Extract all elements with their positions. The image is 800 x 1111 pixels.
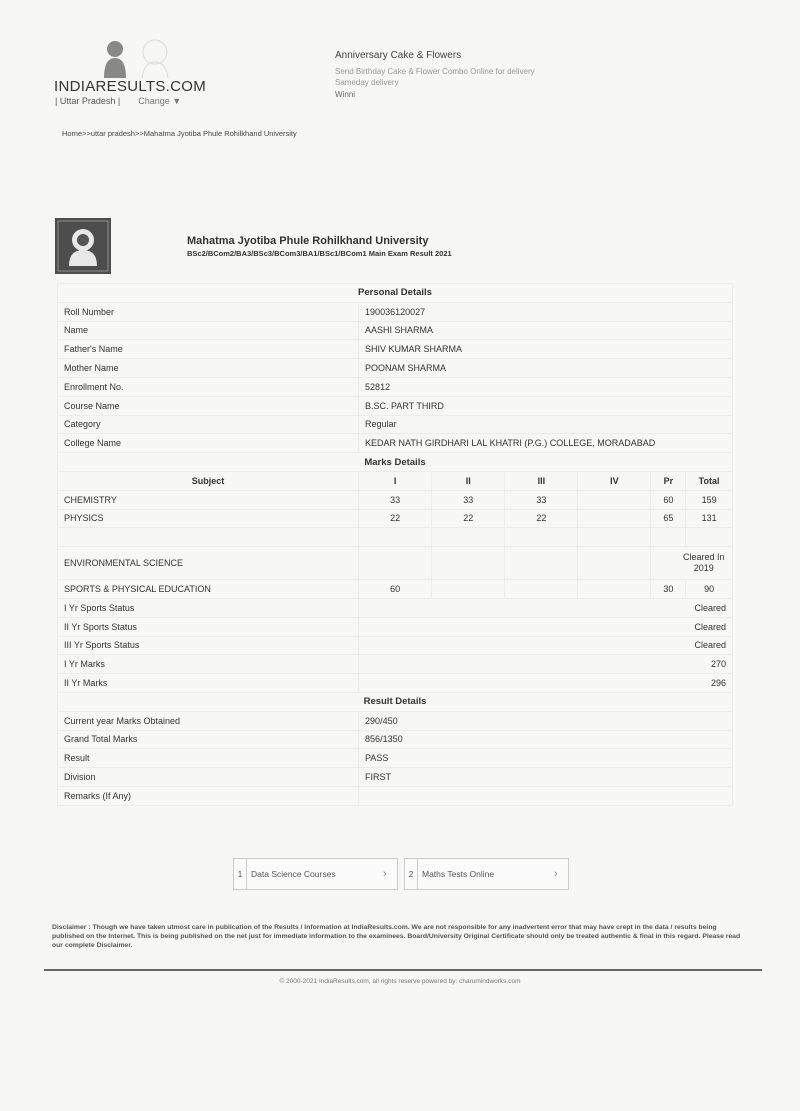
table-row: III Yr Sports Status Cleared [58, 636, 733, 655]
breadcrumb-state[interactable]: uttar pradesh [90, 129, 135, 138]
state-label: | Uttar Pradesh | [55, 96, 121, 106]
current-marks-value: 290/450 [359, 711, 733, 730]
table-row: I Yr Sports Status Cleared [58, 598, 733, 617]
breadcrumb-home[interactable]: Home [62, 129, 83, 138]
remarks-value [359, 786, 733, 805]
state-selector [55, 96, 181, 106]
marks-header-row: Subject I II III IV Pr Total [58, 471, 733, 490]
enrollment-value: 52812 [359, 377, 733, 396]
table-row: Grand Total Marks 856/1350 [58, 730, 733, 749]
chevron-right-icon: › [554, 868, 558, 880]
table-row [58, 528, 733, 547]
table-row: Enrollment No. 52812 [58, 377, 733, 396]
grand-total-value: 856/1350 [359, 730, 733, 749]
roll-number-value: 190036120027 [359, 302, 733, 321]
table-row: ENVIRONMENTAL SCIENCE Cleared In 2019 [58, 547, 733, 580]
name-value: AASHI SHARMA [359, 321, 733, 340]
category-value: Regular [359, 415, 733, 434]
university-logo [55, 218, 111, 274]
table-row: Remarks (If Any) [58, 786, 733, 805]
ad-title[interactable]: Anniversary Cake & Flowers [335, 50, 462, 61]
chevron-right-icon: › [383, 868, 387, 880]
site-logo-figure [100, 38, 170, 78]
personal-details-heading: Personal Details [58, 284, 733, 303]
ad-advertiser: Winni [335, 90, 356, 99]
table-row: Course Name B.SC. PART THIRD [58, 396, 733, 415]
table-row: Result PASS [58, 749, 733, 768]
copyright-footer: © 2000-2021 IndiaResults.com, all rights reserve powered by: charumindworks.com [279, 978, 521, 985]
ad-description: Send Birthday Cake & Flower Combo Online for delivery [335, 67, 535, 76]
breadcrumb-university[interactable]: Mahatma Jyotiba Phule Rohilkhand University [143, 129, 297, 138]
data-science-courses-link[interactable]: 1 Data Science Courses › [233, 858, 398, 890]
university-title: Mahatma Jyotiba Phule Rohilkhand University [187, 235, 429, 247]
ad-block[interactable] [335, 50, 565, 99]
table-row: Father's Name SHIV KUMAR SHARMA [58, 340, 733, 359]
footer-divider [44, 969, 762, 971]
table-row: II Yr Sports Status Cleared [58, 617, 733, 636]
table-row: PHYSICS 22 22 22 65 131 [58, 509, 733, 528]
result-value: PASS [359, 749, 733, 768]
change-state-link[interactable]: Change ▼ [138, 96, 182, 106]
division-value: FIRST [359, 768, 733, 787]
table-row: CHEMISTRY 33 33 33 60 159 [58, 490, 733, 509]
university-emblem-icon [55, 218, 111, 274]
exam-subtitle: BSc2/BCom2/BA3/BSc3/BCom3/BA1/BSc1/BCom1 Main Exam Result 2021 [187, 249, 452, 258]
course-value: B.SC. PART THIRD [359, 396, 733, 415]
breadcrumb: Home>>uttar pradesh>>Mahatma Jyotiba Phule Rohilkhand University [62, 129, 297, 138]
disclaimer: Disclaimer : Though we have taken utmost care in publication of the Results / Information at IndiaResults.com. We are not responsible for any inadvertent error that may have crept in the data / results being published on the Internet. This is being published on the net just for immediate information to the examinees. Board/University Original Certificate should only be treated authentic & final in this regard. Please read our complete Disclaimer. [52, 924, 741, 949]
result-table [57, 283, 733, 806]
table-row: II Yr Marks 296 [58, 674, 733, 693]
table-row: SPORTS & PHYSICAL EDUCATION 60 30 90 [58, 580, 733, 599]
result-details-heading: Result Details [58, 692, 733, 711]
college-value: KEDAR NATH GIRDHARI LAL KHATRI (P.G.) COLLEGE, MORADABAD [359, 434, 733, 453]
env-science-status: Cleared In 2019 [651, 547, 733, 580]
table-row: Division FIRST [58, 768, 733, 787]
table-row: Name AASHI SHARMA [58, 321, 733, 340]
table-row: I Yr Marks 270 [58, 655, 733, 674]
ad-description-2: Sameday delivery [335, 78, 399, 87]
site-name[interactable]: INDIARESULTS.COM [54, 78, 207, 95]
table-row: Mother Name POONAM SHARMA [58, 359, 733, 378]
table-row: College Name KEDAR NATH GIRDHARI LAL KHATRI (P.G.) COLLEGE, MORADABAD [58, 434, 733, 453]
table-row: Current year Marks Obtained 290/450 [58, 711, 733, 730]
disclaimer-link[interactable]: Disclaimer. [96, 942, 133, 949]
marks-details-heading: Marks Details [58, 453, 733, 472]
mother-name-value: POONAM SHARMA [359, 359, 733, 378]
table-row: Category Regular [58, 415, 733, 434]
father-name-value: SHIV KUMAR SHARMA [359, 340, 733, 359]
table-row: Roll Number 190036120027 [58, 302, 733, 321]
maths-tests-link[interactable]: 2 Maths Tests Online › [404, 858, 569, 890]
